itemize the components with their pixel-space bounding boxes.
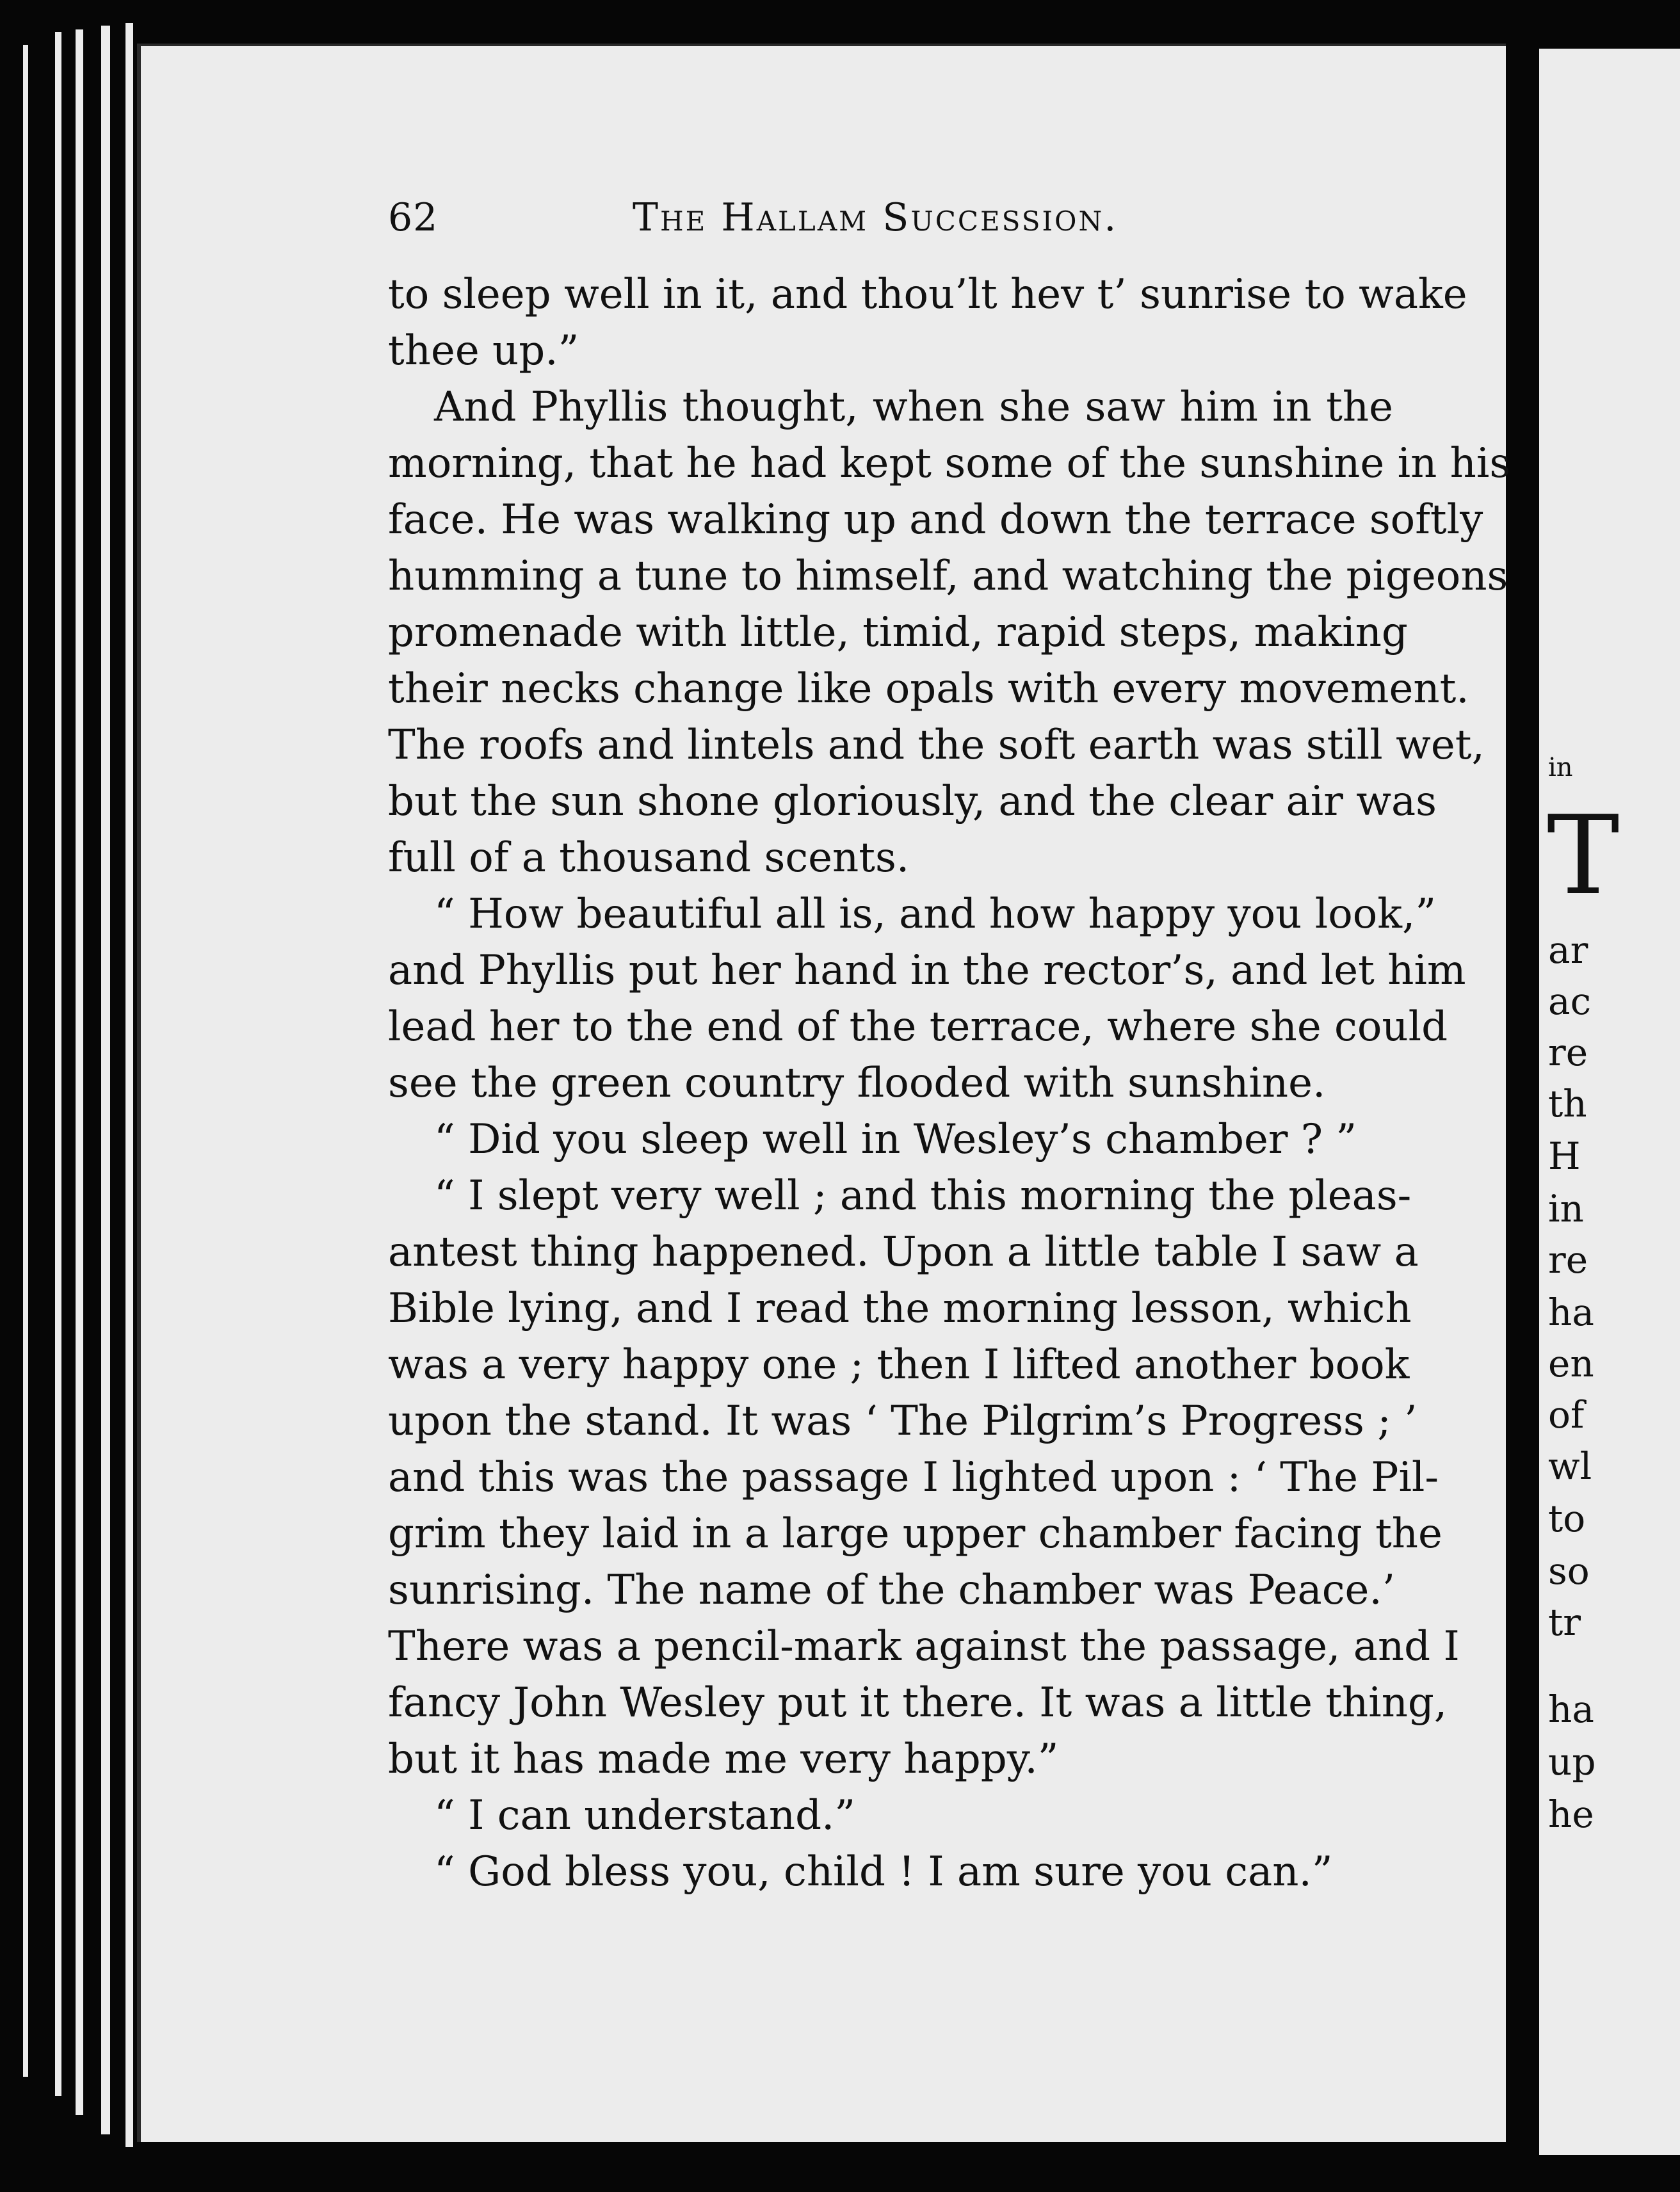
page-edge — [55, 32, 61, 2096]
facing-page-fragment: en — [1548, 1342, 1594, 1385]
text-line: Bible lying, and I read the morning lesson, which — [388, 1285, 1412, 1332]
paragraph — [388, 1168, 1460, 1787]
paragraph — [388, 266, 1467, 379]
text-line: but the sun shone gloriously, and the clear air was — [388, 778, 1437, 825]
facing-page-fragment: tr — [1548, 1600, 1581, 1644]
text-line: fancy John Wesley put it there. It was a little thing, — [388, 1679, 1448, 1727]
body-text — [388, 266, 1511, 1900]
text-line: and this was the passage I lighted upon : ‘ The Pil- — [388, 1454, 1439, 1501]
text-line: promenade with little, timid, rapid steps, making — [388, 609, 1408, 656]
facing-page-fragment: H — [1548, 1134, 1581, 1178]
text-line: The roofs and lintels and the soft earth was still wet, — [388, 721, 1485, 769]
facing-page-fragment: ar — [1548, 928, 1588, 972]
paragraph — [388, 379, 1511, 886]
text-line: And Phyllis thought, when she saw him in the — [434, 383, 1393, 431]
facing-page-fragment: so — [1548, 1549, 1590, 1593]
text-line: thee up.” — [388, 327, 579, 375]
facing-page-fragment: in — [1548, 753, 1573, 782]
page-edge — [76, 29, 83, 2115]
paragraph — [388, 1844, 1393, 1900]
text-line: “ God bless you, child ! I am sure you can.” — [434, 1848, 1333, 1896]
text-line: “ Did you sleep well in Wesley’s chamber ? ” — [434, 1116, 1357, 1163]
paragraph — [388, 1111, 1393, 1168]
facing-page-fragment: ac — [1548, 979, 1592, 1023]
text-line: was a very happy one ; then I lifted another book — [388, 1341, 1410, 1389]
text-line: face. He was walking up and down the terrace softly — [388, 496, 1483, 544]
running-head — [388, 189, 1393, 246]
facing-page-fragment: he — [1548, 1793, 1594, 1836]
text-line: morning, that he had kept some of the sunshine in his — [388, 440, 1511, 487]
text-line: full of a thousand scents. — [388, 834, 910, 882]
page-number: 62 — [388, 195, 439, 240]
text-line: “ I slept very well ; and this morning the pleas- — [434, 1172, 1412, 1220]
running-title: The Hallam Succession. — [633, 195, 1119, 240]
facing-page-fragment: in — [1548, 1187, 1584, 1230]
facing-page-fragment: up — [1548, 1740, 1596, 1784]
page-edge — [125, 23, 133, 2147]
text-line: “ How beautiful all is, and how happy you look,” — [434, 890, 1437, 938]
paragraph — [388, 1787, 1393, 1844]
text-line: There was a pencil-mark against the passage, and I — [388, 1623, 1460, 1670]
facing-page — [1539, 49, 1680, 2155]
text-line: humming a tune to himself, and watching the pigeons — [388, 552, 1508, 600]
facing-page-fragment: ha — [1548, 1688, 1594, 1731]
facing-page-fragment: re — [1548, 1238, 1588, 1282]
facing-page-fragment: ha — [1548, 1291, 1594, 1334]
text-line: antest thing happened. Upon a little table I saw a — [388, 1229, 1419, 1276]
facing-page-fragment: to — [1548, 1497, 1586, 1540]
facing-page-fragment: re — [1548, 1031, 1588, 1074]
facing-page-fragment: of — [1548, 1393, 1585, 1437]
text-line: upon the stand. It was ‘ The Pilgrim’s Progress ; ’ — [388, 1398, 1418, 1445]
text-line: sunrising. The name of the chamber was Peace.’ — [388, 1567, 1396, 1614]
text-line: lead her to the end of the terrace, where she could — [388, 1003, 1448, 1051]
facing-page-fragment: wl — [1548, 1444, 1592, 1488]
page-text — [388, 189, 1511, 1900]
text-line: grim they laid in a large upper chamber facing the — [388, 1510, 1442, 1558]
text-line: and Phyllis put her hand in the rector’s, and let him — [388, 947, 1466, 994]
text-line: their necks change like opals with every movement. — [388, 665, 1469, 713]
text-line: to sleep well in it, and thou’lt hev t’ sunrise to wake — [388, 271, 1467, 318]
page-edge — [101, 26, 110, 2134]
paragraph — [388, 886, 1466, 1111]
text-line: see the green country flooded with sunshine. — [388, 1060, 1326, 1107]
facing-page-fragment: th — [1548, 1082, 1587, 1125]
text-line: but it has made me very happy.” — [388, 1736, 1059, 1783]
drop-cap: T — [1547, 793, 1620, 919]
text-line: “ I can understand.” — [434, 1792, 856, 1839]
page-edge — [23, 45, 28, 2077]
